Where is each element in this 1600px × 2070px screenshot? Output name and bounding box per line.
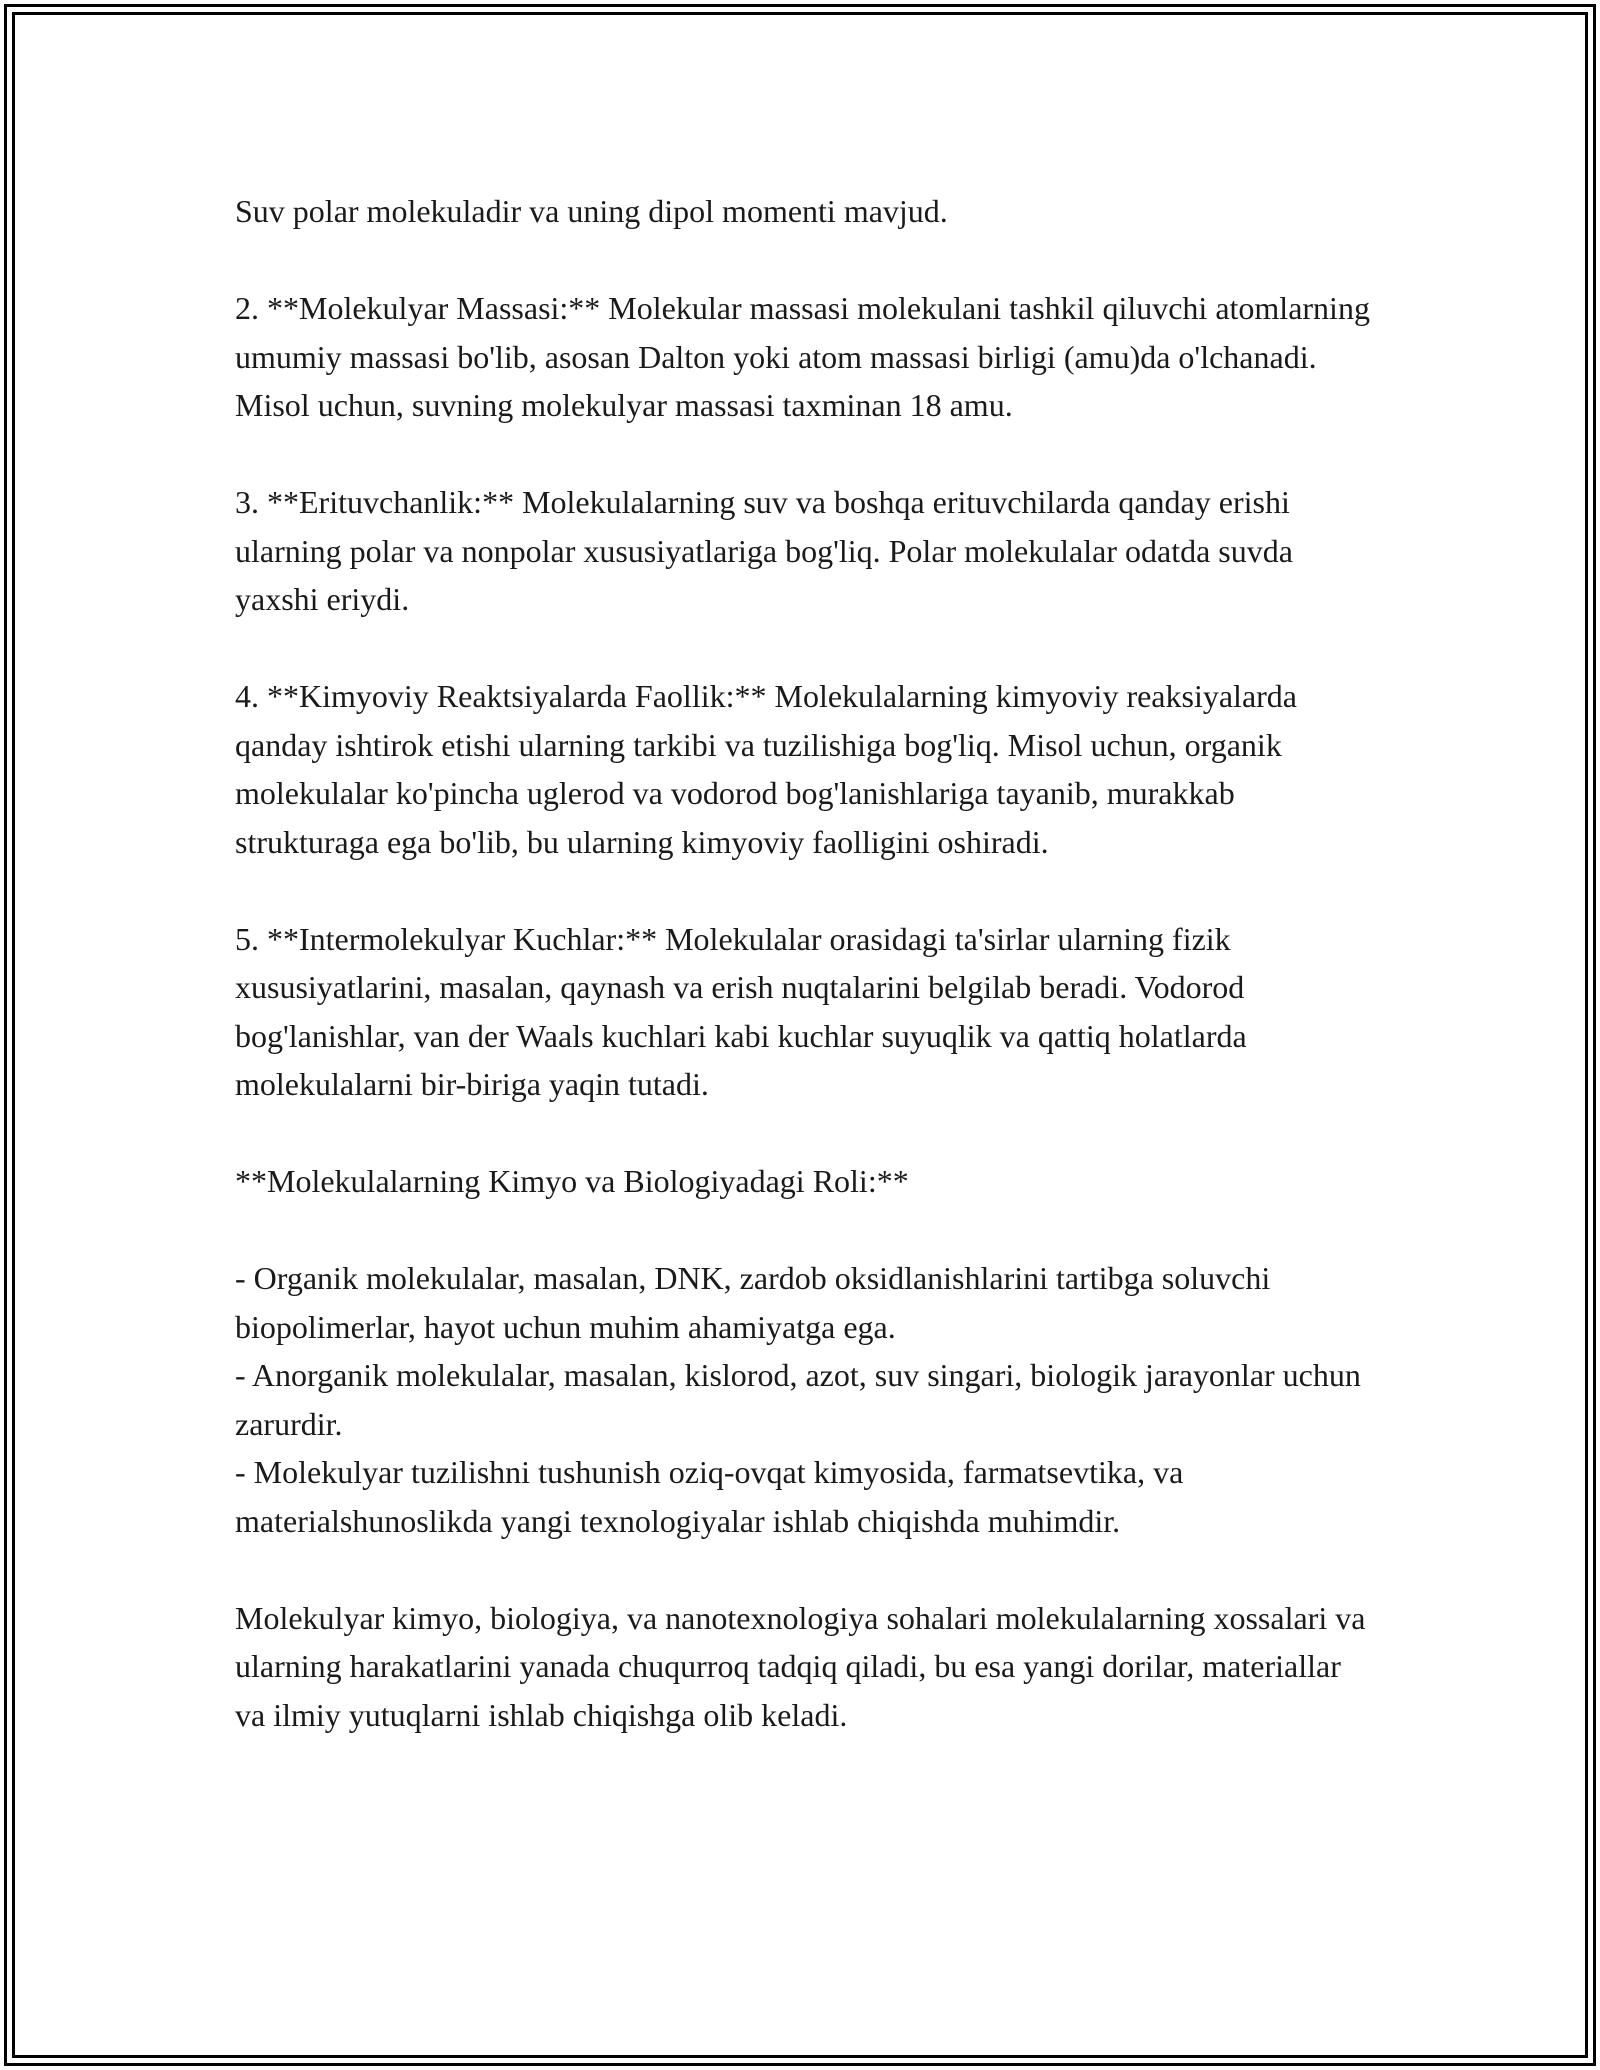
paragraph-water-polarity: Suv polar molekuladir va uning dipol momenti mavjud. <box>235 193 948 229</box>
paragraph-closing: Molekulyar kimyo, biologiya, va nanotexnologiya sohalari molekulalarning xossalari va ularning harakatlarini yanada chuqurroq tadqiq qiladi, bu esa yangi dorilar, materiallar va ilmiy yutuqlarni ishlab chiqishga olib keladi. <box>235 1599 1366 1733</box>
document-body <box>235 187 1375 1788</box>
paragraph-solubility: 3. **Erituvchanlik:** Molekulalarning suv va boshqa erituvchilarda qanday erishi ularning polar va nonpolar xususiyatlariga bog'liq. Polar molekulalar odatda suvda yaxshi eriydi. <box>235 484 1293 617</box>
paragraph-molecular-mass: 2. **Molekulyar Massasi:** Molekular massasi molekulani tashkil qiluvchi atomlarning umumiy massasi bo'lib, asosan Dalton yoki atom massasi birligi (amu)da o'lchanadi. Misol uchun, suvning molekulyar massasi taxminan 18 amu. <box>235 290 1370 423</box>
bullet-list <box>235 1254 1375 1545</box>
paragraph-intermolecular-forces: 5. **Intermolekulyar Kuchlar:** Molekulalar orasidagi ta'sirlar ularning fizik xususiyatlarini, masalan, qaynash va erish nuqtalarini belgilab beradi. Vodorod bog'lanishlar, van der Waals kuchlari kabi kuchlar suyuqlik va qattiq holatlarda molekulalarni bir-biriga yaqin tutadi. <box>235 920 1247 1102</box>
list-item: - Anorganik molekulalar, masalan, kislorod, azot, suv singari, biologik jarayonlar uchun zarurdir. <box>235 1357 1361 1442</box>
list-item: - Molekulyar tuzilishni tushunish oziq-ovqat kimyosida, farmatsevtika, va materialshunoslikda yangi texnologiyalar ishlab chiqishda muhimdir. <box>235 1454 1184 1539</box>
section-heading-role: **Molekulalarning Kimyo va Biologiyadagi Roli:** <box>235 1163 909 1199</box>
paragraph-chemical-reactivity: 4. **Kimyoviy Reaktsiyalarda Faollik:** Molekulalarning kimyoviy reaksiyalarda qanday ishtirok etishi ularning tarkibi va tuzilishiga bog'liq. Misol uchun, organik molekulalar ko'pincha uglerod va vodorod bog'lanishlariga tayanib, murakkab strukturaga ega bo'lib, bu ularning kimyoviy faolligini oshiradi. <box>235 678 1297 860</box>
list-item: - Organik molekulalar, masalan, DNK, zardob oksidlanishlarini tartibga soluvchi biopolimerlar, hayot uchun muhim ahamiyatga ega. <box>235 1260 1271 1345</box>
